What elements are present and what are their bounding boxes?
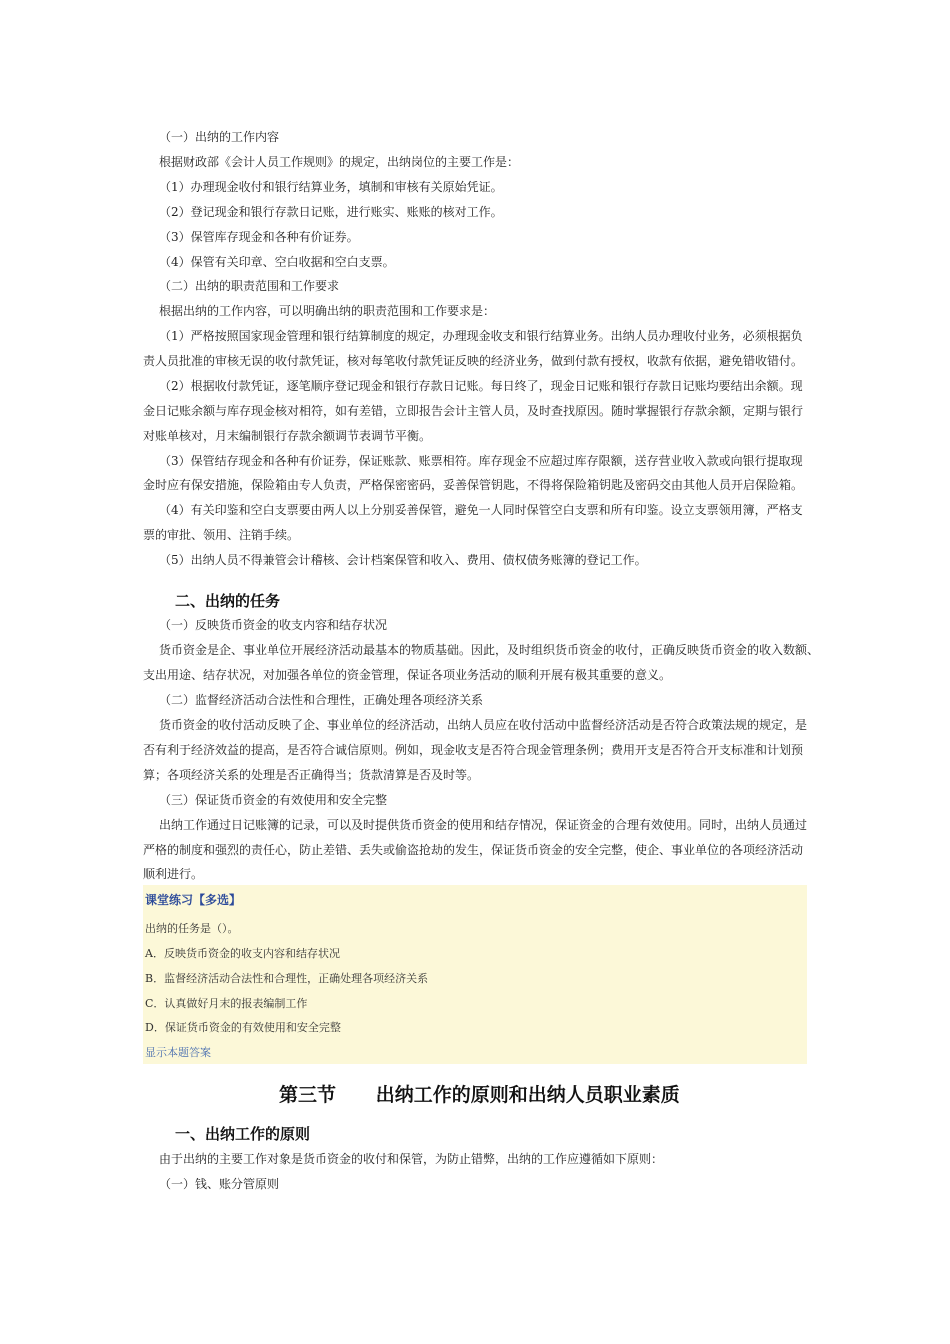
list-item: （4）保管有关印章、空白收据和空白支票。 bbox=[159, 255, 395, 269]
show-answer-link[interactable]: 显示本题答案 bbox=[145, 1046, 211, 1059]
list-item: （1）严格按照国家现金管理和银行结算制度的规定，办理现金收支和银行结算业务。出纳人员办理收付业务，必须根据负 bbox=[159, 329, 803, 343]
paragraph-line: 顺利进行。 bbox=[143, 867, 204, 881]
paragraph-line: 支出用途、结存状况，对加强各单位的资金管理，保证各项业务活动的顺利开展有极其重要的意义。 bbox=[143, 668, 672, 682]
paragraph-line: 算；各项经济关系的处理是否正确得当；货款清算是否及时等。 bbox=[143, 768, 480, 782]
list-item: （3）保管结存现金和各种有价证券，保证账款、账票相符。库存现金不应超过库存限额，送存营业收入款或向银行提取现 bbox=[159, 454, 803, 468]
list-item: （4）有关印鉴和空白支票要由两人以上分别妥善保管，避免一人同时保管空白支票和所有印鉴。设立支票领用簿，严格支 bbox=[159, 503, 803, 517]
subheading: （一）钱、账分管原则 bbox=[159, 1177, 280, 1191]
paragraph-line: 根据财政部《会计人员工作规则》的规定，出纳岗位的主要工作是： bbox=[159, 155, 520, 169]
paragraph-line: 由于出纳的主要工作对象是货币资金的收付和保管，为防止错弊，出纳的工作应遵循如下原则： bbox=[159, 1152, 664, 1166]
subheading: （三）保证货币资金的有效使用和安全完整 bbox=[159, 793, 388, 807]
exercise-option: C．认真做好月末的报表编制工作 bbox=[145, 997, 308, 1010]
paragraph-line: 货币资金是企、事业单位开展经济活动最基本的物质基础。因此，及时组织货币资金的收付，正确反映货币资金的收入数额、 bbox=[159, 643, 820, 657]
paragraph-line: 责人员批准的审核无误的收付款凭证，核对每笔收付款凭证反映的经济业务，做到付款有授权，收款有依据，避免错收错付。 bbox=[143, 354, 804, 368]
list-item: （2）根据收付款凭证，逐笔顺序登记现金和银行存款日记账。每日终了，现金日记账和银行存款日记账均要结出余额。现 bbox=[159, 379, 803, 393]
section-heading: 二、出纳的任务 bbox=[175, 592, 281, 610]
section-heading: 一、出纳工作的原则 bbox=[175, 1125, 311, 1143]
list-item: （1）办理现金收付和银行结算业务，填制和审核有关原始凭证。 bbox=[159, 180, 503, 194]
list-item: （5）出纳人员不得兼管会计稽核、会计档案保管和收入、费用、债权债务账簿的登记工作。 bbox=[159, 553, 647, 567]
exercise-title: 课堂练习【多选】 bbox=[145, 893, 242, 907]
list-item: （2）登记现金和银行存款日记账，进行账实、账账的核对工作。 bbox=[159, 205, 503, 219]
paragraph-line: 出纳工作通过日记账簿的记录，可以及时提供货币资金的使用和结存情况，保证资金的合理有效使用。同时，出纳人员通过 bbox=[159, 818, 808, 832]
exercise-option: A．反映货币资金的收支内容和结存状况 bbox=[145, 947, 340, 960]
list-item: （3）保管库存现金和各种有价证券。 bbox=[159, 230, 359, 244]
exercise-box bbox=[143, 885, 807, 1064]
paragraph-line: 票的审批、领用、注销手续。 bbox=[143, 528, 300, 542]
exercise-option: D．保证货币资金的有效使用和安全完整 bbox=[145, 1021, 341, 1034]
paragraph-line: 根据出纳的工作内容，可以明确出纳的职责范围和工作要求是： bbox=[159, 304, 496, 318]
paragraph-line: 货币资金的收付活动反映了企、事业单位的经济活动，出纳人员应在收付活动中监督经济活动是否符合政策法规的规定，是 bbox=[159, 718, 808, 732]
subheading: （二）监督经济活动合法性和合理性，正确处理各项经济关系 bbox=[159, 693, 484, 707]
exercise-question: 出纳的任务是（）。 bbox=[145, 922, 239, 935]
paragraph-line: 金时应有保安措施，保险箱由专人负责，严格保密密码，妥善保管钥匙，不得将保险箱钥匙及密码交由其他人员开启保险箱。 bbox=[143, 478, 804, 492]
chapter-title: 第三节 出纳工作的原则和出纳人员职业素质 bbox=[279, 1084, 680, 1106]
paragraph-line: 对账单核对，月末编制银行存款余额调节表调节平衡。 bbox=[143, 429, 432, 443]
paragraph-line: 金日记账余额与库存现金核对相符，如有差错，立即报告会计主管人员，及时查找原因。随时掌握银行存款余额，定期与银行 bbox=[143, 404, 804, 418]
paragraph-line: 否有利于经济效益的提高，是否符合诚信原则。例如，现金收支是否符合现金管理条例；费用开支是否符合开支标准和计划预 bbox=[143, 743, 804, 757]
subheading: （一）出纳的工作内容 bbox=[159, 130, 280, 144]
paragraph-line: 严格的制度和强烈的责任心，防止差错、丢失或偷盗抢劫的发生，保证货币资金的安全完整，使企、事业单位的各项经济活动 bbox=[143, 843, 804, 857]
subheading: （一）反映货币资金的收支内容和结存状况 bbox=[159, 618, 388, 632]
exercise-option: B．监督经济活动合法性和合理性，正确处理各项经济关系 bbox=[145, 972, 429, 985]
subheading: （二）出纳的职责范围和工作要求 bbox=[159, 279, 340, 293]
